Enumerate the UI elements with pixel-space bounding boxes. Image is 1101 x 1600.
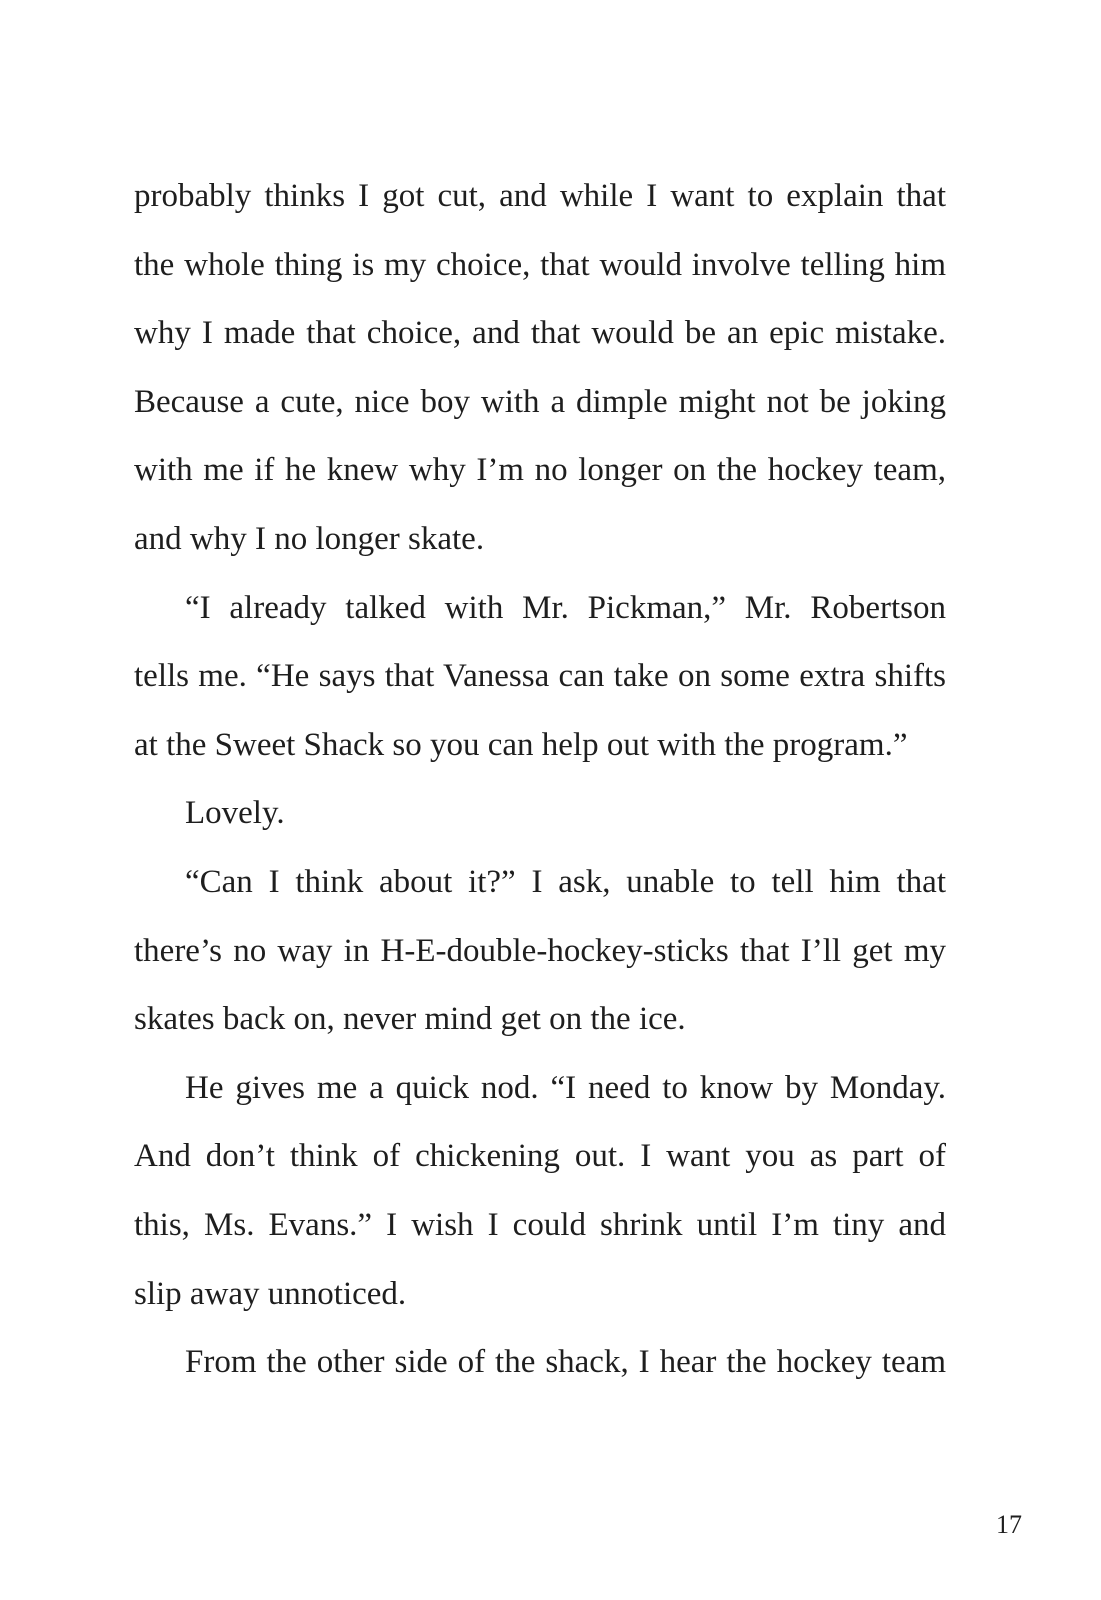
- text-line: there’s no way in H-E-double-hockey-sticks that I’ll get my: [134, 932, 946, 969]
- text-line: at the Sweet Shack so you can help out with the program.”: [134, 726, 908, 763]
- text-line: slip away unnoticed.: [134, 1275, 407, 1312]
- text-line: From the other side of the shack, I hear the hockey team: [185, 1344, 946, 1381]
- text-line: Because a cute, nice boy with a dimple might not be joking: [134, 383, 946, 420]
- text-line: and why I no longer skate.: [134, 520, 485, 557]
- text-line: Lovely.: [185, 795, 285, 832]
- text-line: He gives me a quick nod. “I need to know by Monday.: [185, 1069, 946, 1106]
- text-line: And don’t think of chickening out. I want you as part of: [134, 1138, 946, 1175]
- text-line: this, Ms. Evans.” I wish I could shrink until I’m tiny and: [134, 1206, 946, 1243]
- body-text: [134, 168, 946, 1403]
- text-line: the whole thing is my choice, that would involve telling him: [134, 246, 946, 283]
- text-line: tells me. “He says that Vanessa can take on some extra shifts: [134, 658, 946, 695]
- text-line: “I already talked with Mr. Pickman,” Mr. Robertson: [185, 589, 946, 626]
- page-number: 17: [996, 1510, 1022, 1539]
- text-line: “Can I think about it?” I ask, unable to tell him that: [185, 863, 946, 900]
- text-line: skates back on, never mind get on the ice.: [134, 1001, 686, 1038]
- text-line: with me if he knew why I’m no longer on the hockey team,: [134, 452, 946, 489]
- text-line: why I made that choice, and that would be an epic mistake.: [134, 315, 946, 352]
- text-line: probably thinks I got cut, and while I want to explain that: [134, 178, 946, 214]
